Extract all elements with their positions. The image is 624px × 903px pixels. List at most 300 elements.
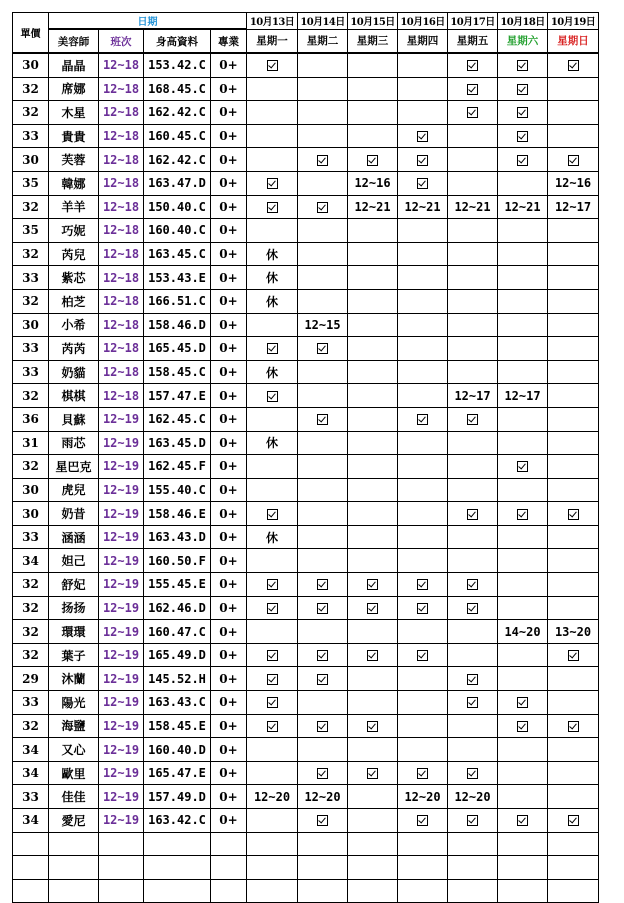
price-cell: 33 xyxy=(13,266,49,290)
stylist-name-cell: 舒妃 xyxy=(49,573,99,597)
checkbox-icon xyxy=(517,461,528,472)
height-cell: 163.47.D xyxy=(144,171,211,195)
day-cell: 12~17 xyxy=(498,384,548,408)
day-cell xyxy=(398,809,448,833)
day-cell xyxy=(398,171,448,195)
day-cell xyxy=(298,337,348,361)
empty-cell xyxy=(548,879,599,903)
empty-cell xyxy=(498,856,548,880)
day-cell xyxy=(548,738,599,762)
empty-cell xyxy=(49,879,99,903)
stylist-name-cell: 貴貴 xyxy=(49,124,99,148)
day-date-6: 10月18日 xyxy=(498,13,548,30)
day-cell xyxy=(548,431,599,455)
day-cell xyxy=(448,431,498,455)
price-cell: 29 xyxy=(13,667,49,691)
day-cell xyxy=(448,761,498,785)
day-cell xyxy=(247,809,298,833)
day-cell xyxy=(548,242,599,266)
price-cell: 33 xyxy=(13,124,49,148)
shift-cell: 12~19 xyxy=(99,478,144,502)
day-cell: 12~17 xyxy=(548,195,599,219)
day-cell: 12~16 xyxy=(548,171,599,195)
price-cell: 30 xyxy=(13,313,49,337)
height-cell: 155.40.C xyxy=(144,478,211,502)
empty-cell xyxy=(247,832,298,856)
day-cell xyxy=(247,77,298,101)
table-row xyxy=(13,77,599,101)
day-cell xyxy=(448,573,498,597)
checkbox-icon xyxy=(417,155,428,166)
day-cell xyxy=(398,620,448,644)
weekday-1: 星期一 xyxy=(247,29,298,53)
date-header: 日期 xyxy=(49,13,247,30)
shift-cell: 12~19 xyxy=(99,667,144,691)
specialty-cell: 0+ xyxy=(211,431,247,455)
shift-cell: 12~19 xyxy=(99,502,144,526)
price-cell: 30 xyxy=(13,148,49,172)
specialty-cell: 0+ xyxy=(211,101,247,125)
day-cell xyxy=(498,761,548,785)
specialty-cell: 0+ xyxy=(211,407,247,431)
empty-cell xyxy=(548,832,599,856)
table-row xyxy=(13,289,599,313)
price-cell: 35 xyxy=(13,171,49,195)
height-cell: 157.47.E xyxy=(144,384,211,408)
day-cell xyxy=(398,242,448,266)
height-cell: 160.50.F xyxy=(144,549,211,573)
day-cell xyxy=(398,667,448,691)
shift-cell: 12~19 xyxy=(99,714,144,738)
empty-cell xyxy=(99,879,144,903)
day-cell xyxy=(498,643,548,667)
table-row xyxy=(13,596,599,620)
specialty-cell: 0+ xyxy=(211,313,247,337)
specialty-cell: 0+ xyxy=(211,360,247,384)
height-cell: 163.43.C xyxy=(144,691,211,715)
specialty-cell: 0+ xyxy=(211,714,247,738)
height-cell: 162.45.C xyxy=(144,407,211,431)
day-cell: 12~21 xyxy=(498,195,548,219)
day-cell xyxy=(448,714,498,738)
day-cell: 12~20 xyxy=(448,785,498,809)
checkbox-icon xyxy=(367,650,378,661)
day-cell xyxy=(348,77,398,101)
checkbox-icon xyxy=(517,131,528,142)
day-cell xyxy=(398,478,448,502)
height-cell: 163.45.C xyxy=(144,242,211,266)
specialty-cell: 0+ xyxy=(211,289,247,313)
stylist-name-cell: 羊羊 xyxy=(49,195,99,219)
day-cell xyxy=(398,525,448,549)
price-cell: 35 xyxy=(13,219,49,243)
day-cell xyxy=(348,573,398,597)
checkbox-icon xyxy=(267,721,278,732)
day-cell xyxy=(348,124,398,148)
day-cell: 12~21 xyxy=(348,195,398,219)
day-cell xyxy=(498,502,548,526)
day-cell xyxy=(448,266,498,290)
price-cell: 32 xyxy=(13,101,49,125)
day-cell xyxy=(548,691,599,715)
table-row xyxy=(13,714,599,738)
empty-cell xyxy=(99,856,144,880)
stylist-name-cell: 韓娜 xyxy=(49,171,99,195)
day-cell xyxy=(498,313,548,337)
price-cell: 34 xyxy=(13,738,49,762)
specialty-cell: 0+ xyxy=(211,455,247,479)
day-cell xyxy=(398,101,448,125)
table-row xyxy=(13,691,599,715)
day-cell xyxy=(298,384,348,408)
shift-cell: 12~19 xyxy=(99,761,144,785)
price-cell: 32 xyxy=(13,77,49,101)
day-cell xyxy=(548,219,599,243)
day-cell xyxy=(348,407,398,431)
checkbox-icon xyxy=(417,768,428,779)
checkbox-icon xyxy=(517,84,528,95)
day-cell xyxy=(348,714,398,738)
day-cell xyxy=(448,101,498,125)
day-cell xyxy=(247,384,298,408)
day-cell xyxy=(498,360,548,384)
height-cell: 160.40.C xyxy=(144,219,211,243)
day-cell xyxy=(498,53,548,77)
day-cell xyxy=(448,171,498,195)
checkbox-icon xyxy=(317,650,328,661)
day-cell xyxy=(247,620,298,644)
weekday-6: 星期六 xyxy=(498,29,548,53)
day-cell xyxy=(348,242,398,266)
checkbox-icon xyxy=(267,579,278,590)
empty-cell xyxy=(398,856,448,880)
checkbox-icon xyxy=(417,414,428,425)
weekday-7: 星期日 xyxy=(548,29,599,53)
stylist-name-cell: 芮芮 xyxy=(49,337,99,361)
checkbox-icon xyxy=(517,60,528,71)
specialty-cell: 0+ xyxy=(211,502,247,526)
day-cell xyxy=(298,596,348,620)
day-cell xyxy=(498,691,548,715)
table-row xyxy=(13,384,599,408)
day-cell xyxy=(348,667,398,691)
empty-cell xyxy=(99,832,144,856)
day-cell xyxy=(548,596,599,620)
shift-cell: 12~18 xyxy=(99,77,144,101)
empty-cell xyxy=(398,832,448,856)
day-date-3: 10月15日 xyxy=(348,13,398,30)
checkbox-icon xyxy=(467,674,478,685)
checkbox-icon xyxy=(317,674,328,685)
specialty-cell: 0+ xyxy=(211,785,247,809)
day-cell xyxy=(498,77,548,101)
day-cell xyxy=(548,761,599,785)
day-cell xyxy=(498,289,548,313)
checkbox-icon xyxy=(568,815,579,826)
price-cell: 32 xyxy=(13,242,49,266)
stylist-name-cell: 貝蘇 xyxy=(49,407,99,431)
shift-cell: 12~19 xyxy=(99,809,144,833)
day-cell xyxy=(348,502,398,526)
stylist-name-cell: 葉子 xyxy=(49,643,99,667)
day-cell xyxy=(247,738,298,762)
day-cell xyxy=(498,596,548,620)
table-row xyxy=(13,738,599,762)
day-cell xyxy=(448,643,498,667)
day-cell xyxy=(247,643,298,667)
day-cell xyxy=(247,714,298,738)
day-cell xyxy=(298,455,348,479)
table-row xyxy=(13,337,599,361)
day-cell xyxy=(548,573,599,597)
shift-cell: 12~19 xyxy=(99,691,144,715)
checkbox-icon xyxy=(517,107,528,118)
day-cell xyxy=(398,549,448,573)
stylist-name-cell: 扬扬 xyxy=(49,596,99,620)
day-cell xyxy=(498,219,548,243)
day-cell xyxy=(348,289,398,313)
table-row xyxy=(13,478,599,502)
empty-cell xyxy=(298,832,348,856)
day-cell xyxy=(348,525,398,549)
checkbox-icon xyxy=(467,579,478,590)
day-cell xyxy=(298,643,348,667)
day-cell xyxy=(498,785,548,809)
day-cell xyxy=(247,761,298,785)
checkbox-icon xyxy=(568,650,579,661)
empty-cell xyxy=(247,856,298,880)
day-cell xyxy=(448,219,498,243)
day-cell xyxy=(448,124,498,148)
price-cell: 30 xyxy=(13,53,49,77)
table-row xyxy=(13,219,599,243)
stylist-name-cell: 雨芯 xyxy=(49,431,99,455)
empty-row xyxy=(13,879,599,903)
checkbox-icon xyxy=(568,155,579,166)
specialty-cell: 0+ xyxy=(211,596,247,620)
day-cell xyxy=(498,431,548,455)
checkbox-icon xyxy=(517,509,528,520)
shift-cell: 12~18 xyxy=(99,289,144,313)
day-cell xyxy=(448,242,498,266)
day-cell xyxy=(247,219,298,243)
table-row xyxy=(13,549,599,573)
day-cell xyxy=(348,785,398,809)
day-date-1: 10月13日 xyxy=(247,13,298,30)
day-cell xyxy=(348,620,398,644)
empty-cell xyxy=(448,832,498,856)
stylist-name-cell: 芙蓉 xyxy=(49,148,99,172)
empty-cell xyxy=(348,879,398,903)
day-cell xyxy=(448,148,498,172)
empty-cell xyxy=(13,832,49,856)
day-cell xyxy=(348,549,398,573)
checkbox-icon xyxy=(317,579,328,590)
day-cell xyxy=(298,691,348,715)
price-header: 單價 xyxy=(13,13,49,54)
price-cell: 32 xyxy=(13,620,49,644)
day-cell xyxy=(398,643,448,667)
price-cell: 32 xyxy=(13,714,49,738)
specialty-cell: 0+ xyxy=(211,549,247,573)
specialty-cell: 0+ xyxy=(211,643,247,667)
checkbox-icon xyxy=(417,815,428,826)
checkbox-icon xyxy=(517,155,528,166)
table-row xyxy=(13,195,599,219)
checkbox-icon xyxy=(267,60,278,71)
day-cell xyxy=(298,360,348,384)
height-cell: 158.46.E xyxy=(144,502,211,526)
day-cell xyxy=(348,266,398,290)
stylist-name-cell: 棋棋 xyxy=(49,384,99,408)
shift-cell: 12~18 xyxy=(99,242,144,266)
checkbox-icon xyxy=(317,768,328,779)
day-cell xyxy=(298,195,348,219)
day-cell xyxy=(348,691,398,715)
table-row xyxy=(13,148,599,172)
specialty-cell: 0+ xyxy=(211,384,247,408)
height-cell: 162.42.C xyxy=(144,148,211,172)
day-cell xyxy=(398,53,448,77)
day-cell xyxy=(448,77,498,101)
day-cell xyxy=(448,596,498,620)
day-cell xyxy=(247,337,298,361)
stylist-name-cell: 涵涵 xyxy=(49,525,99,549)
height-cell: 162.42.C xyxy=(144,101,211,125)
day-cell xyxy=(448,337,498,361)
day-cell xyxy=(247,148,298,172)
height-cell: 163.43.D xyxy=(144,525,211,549)
stylist-name-cell: 歐里 xyxy=(49,761,99,785)
height-cell: 160.47.C xyxy=(144,620,211,644)
day-cell xyxy=(298,525,348,549)
stylist-name-cell: 海鹽 xyxy=(49,714,99,738)
price-cell: 33 xyxy=(13,525,49,549)
empty-cell xyxy=(398,879,448,903)
shift-cell: 12~18 xyxy=(99,53,144,77)
checkbox-icon xyxy=(467,107,478,118)
checkbox-icon xyxy=(467,768,478,779)
checkbox-icon xyxy=(467,60,478,71)
checkbox-icon xyxy=(267,178,278,189)
day-cell xyxy=(398,573,448,597)
shift-cell: 12~18 xyxy=(99,148,144,172)
shift-cell: 12~18 xyxy=(99,219,144,243)
day-cell xyxy=(448,478,498,502)
day-cell xyxy=(548,643,599,667)
day-cell xyxy=(548,714,599,738)
day-cell xyxy=(548,77,599,101)
day-cell xyxy=(398,148,448,172)
height-cell: 162.46.D xyxy=(144,596,211,620)
day-cell xyxy=(298,431,348,455)
shift-cell: 12~19 xyxy=(99,431,144,455)
empty-cell xyxy=(211,879,247,903)
table-row xyxy=(13,124,599,148)
day-cell xyxy=(548,549,599,573)
day-cell xyxy=(398,219,448,243)
height-cell: 157.49.D xyxy=(144,785,211,809)
shift-cell: 12~18 xyxy=(99,384,144,408)
day-cell xyxy=(247,407,298,431)
table-row xyxy=(13,573,599,597)
day-cell xyxy=(247,53,298,77)
day-cell xyxy=(548,384,599,408)
empty-cell xyxy=(144,832,211,856)
day-cell xyxy=(398,337,448,361)
day-cell: 12~20 xyxy=(398,785,448,809)
day-cell xyxy=(348,478,398,502)
day-cell xyxy=(398,124,448,148)
weekday-2: 星期二 xyxy=(298,29,348,53)
weekday-4: 星期四 xyxy=(398,29,448,53)
day-cell: 休 xyxy=(247,525,298,549)
day-cell xyxy=(298,242,348,266)
day-cell xyxy=(548,525,599,549)
day-cell xyxy=(348,761,398,785)
day-cell xyxy=(298,171,348,195)
price-cell: 32 xyxy=(13,455,49,479)
day-cell xyxy=(448,691,498,715)
day-cell xyxy=(498,714,548,738)
stylist-header: 美容師 xyxy=(49,29,99,53)
day-cell xyxy=(247,596,298,620)
specialty-cell: 0+ xyxy=(211,53,247,77)
shift-header: 班次 xyxy=(99,29,144,53)
day-cell xyxy=(548,124,599,148)
day-cell xyxy=(548,53,599,77)
price-cell: 31 xyxy=(13,431,49,455)
day-cell: 12~15 xyxy=(298,313,348,337)
day-cell xyxy=(498,148,548,172)
day-cell xyxy=(498,573,548,597)
stylist-name-cell: 又心 xyxy=(49,738,99,762)
table-row xyxy=(13,455,599,479)
day-cell xyxy=(348,643,398,667)
day-cell xyxy=(398,384,448,408)
checkbox-icon xyxy=(367,721,378,732)
checkbox-icon xyxy=(267,603,278,614)
height-cell: 163.45.D xyxy=(144,431,211,455)
price-cell: 33 xyxy=(13,691,49,715)
stylist-name-cell: 巧妮 xyxy=(49,219,99,243)
table-row xyxy=(13,667,599,691)
day-cell xyxy=(298,667,348,691)
stylist-name-cell: 奶昔 xyxy=(49,502,99,526)
height-cell: 150.40.C xyxy=(144,195,211,219)
specialty-cell: 0+ xyxy=(211,266,247,290)
day-cell xyxy=(348,596,398,620)
shift-cell: 12~19 xyxy=(99,596,144,620)
day-cell xyxy=(448,809,498,833)
day-cell xyxy=(247,101,298,125)
table-row xyxy=(13,242,599,266)
height-cell: 158.46.D xyxy=(144,313,211,337)
day-date-5: 10月17日 xyxy=(448,13,498,30)
day-cell xyxy=(348,455,398,479)
specialty-cell: 0+ xyxy=(211,525,247,549)
day-cell xyxy=(298,266,348,290)
shift-cell: 12~18 xyxy=(99,171,144,195)
empty-cell xyxy=(498,832,548,856)
table-row xyxy=(13,53,599,77)
day-cell xyxy=(348,219,398,243)
day-date-2: 10月14日 xyxy=(298,13,348,30)
day-cell xyxy=(498,124,548,148)
empty-cell xyxy=(348,856,398,880)
empty-cell xyxy=(211,856,247,880)
height-header: 身高資料 xyxy=(144,29,211,53)
